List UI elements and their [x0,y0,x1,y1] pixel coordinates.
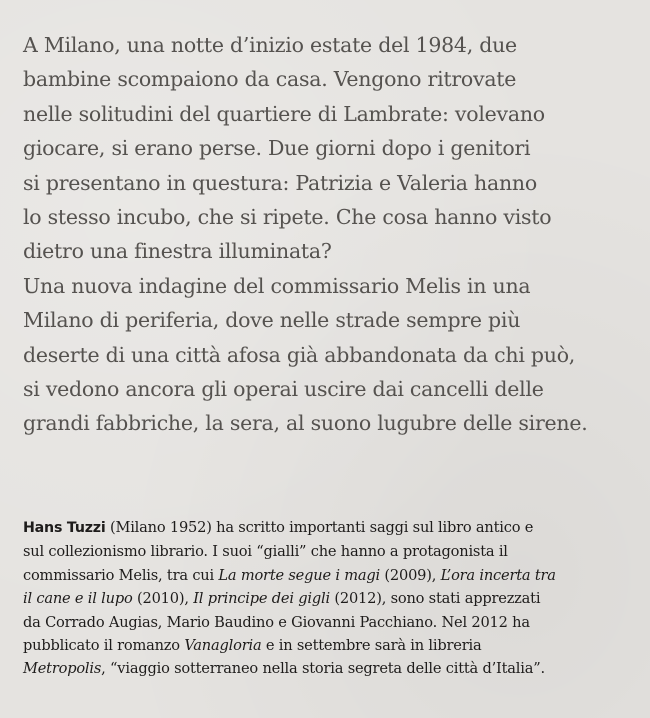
bio-text: commissario Melis, tra cui [23,566,219,584]
bio-line: sul collezionismo librario. I suoi “gialli” che hanno a protagonista il [23,543,508,561]
bio-line: da Corrado Augias, Mario Baudino e Giovanni Pacchiano. Nel 2012 ha [23,613,530,631]
bio-text: e in settembre sarà in libreria [261,637,482,655]
bio-text: (2012), sono stati apprezzati [329,590,541,608]
book-title: Vanagloria [184,637,262,655]
bio-text: (2010), [132,590,194,608]
bio-line [23,634,633,657]
bio-text: (2009), [379,566,441,584]
synopsis-line: A Milano, una notte d’inizio estate del 1984, due [23,33,517,57]
bio-text: (Milano 1952) ha scritto importanti saggi sul libro antico e [105,519,534,536]
bio-line [23,657,633,680]
bio-line [23,587,633,610]
bio-text: pubblicato il romanzo [23,637,185,655]
synopsis-line: bambine scompaiono da casa. Vengono ritrovate [23,67,517,92]
book-title: Il principe dei gigli [193,590,330,608]
book-title: La morte segue i magi [218,566,380,584]
synopsis-line: giocare, si erano perse. Due giorni dopo i genitori [23,136,531,161]
synopsis-line: grandi fabbriche, la sera, al suono lugubre delle sirene. [23,411,588,436]
book-title: Metropolis [23,660,102,678]
synopsis-line: Milano di periferia, dove nelle strade sempre più [23,308,521,333]
bio-line [23,564,633,587]
synopsis-line: lo stesso incubo, che si ripete. Che cosa hanno visto [23,205,552,230]
book-title: il cane e il lupo [23,590,133,608]
synopsis-line: dietro una finestra illuminata? [23,239,332,264]
bio-line [23,516,633,540]
synopsis-line: nelle solitudini del quartiere di Lambrate: volevano [23,101,545,126]
synopsis-line: si presentano in questura: Patrizia e Valeria hanno [23,170,537,195]
author-bio [23,516,633,681]
author-name: Hans Tuzzi [23,520,106,536]
synopsis-paragraph [23,28,635,441]
bio-text: , “viaggio sotterraneo nella storia segreta delle città d’Italia”. [101,660,545,678]
book-title: L’ora incerta tra [440,566,556,584]
synopsis-line: si vedono ancora gli operai uscire dai cancelli delle [23,377,544,402]
synopsis-line: Una nuova indagine del commissario Melis in una [23,273,531,298]
synopsis-line: deserte di una città afosa già abbandonata da chi può, [23,342,576,367]
